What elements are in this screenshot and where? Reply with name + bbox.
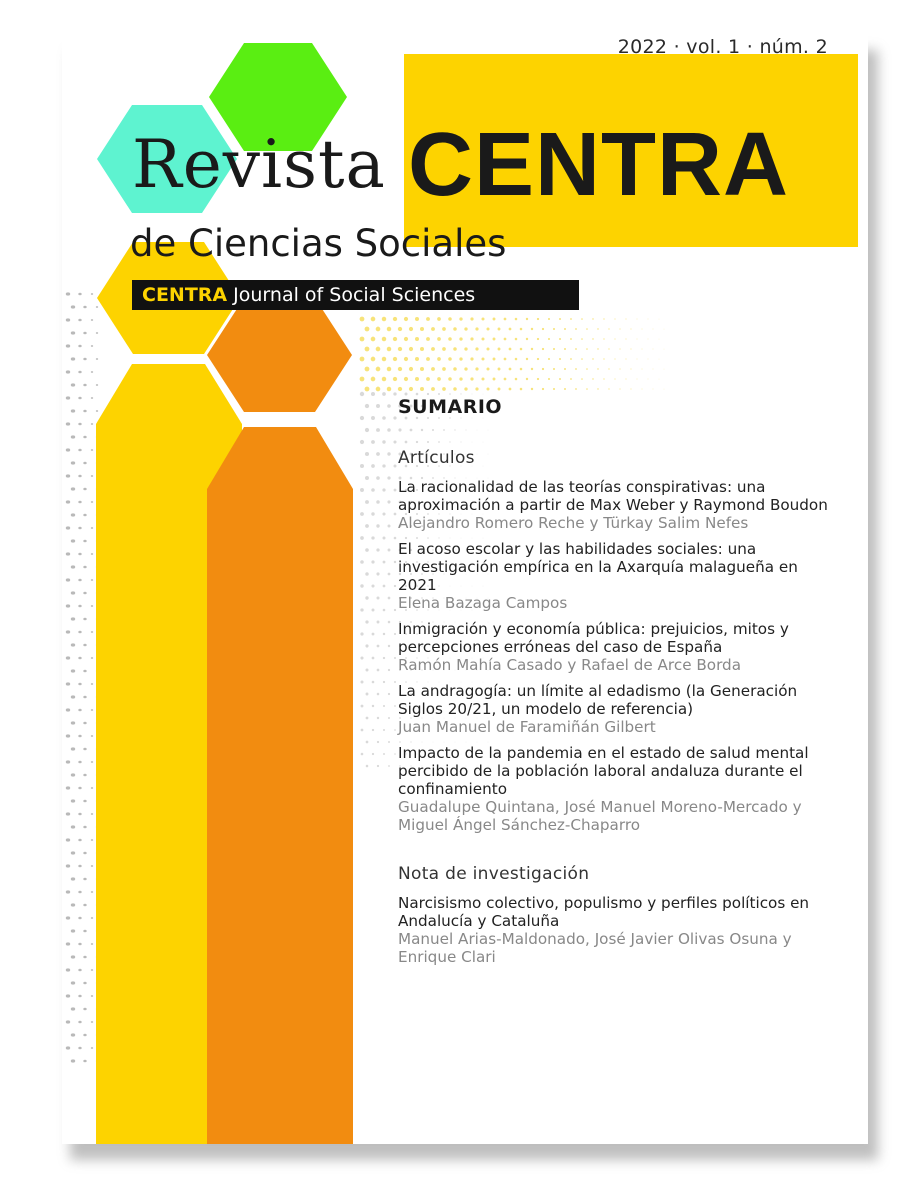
article-entry (398, 478, 828, 532)
article-title: Narcisismo colectivo, populismo y perfiles políticos en Andalucía y Cataluña (398, 894, 810, 930)
article-authors: Juan Manuel de Faramiñán Gilbert (398, 718, 656, 736)
journal-english-title (132, 280, 572, 310)
article-authors: Guadalupe Quintana, José Manuel Moreno-Mercado y Miguel Ángel Sánchez-Chaparro (398, 798, 802, 834)
title-subtitle: de Ciencias Sociales (130, 222, 507, 265)
title-centra: CENTRA (408, 115, 789, 215)
article-entry (398, 894, 828, 966)
cover-page (62, 34, 868, 1144)
article-authors: Elena Bazaga Campos (398, 594, 568, 612)
article-title: Inmigración y economía pública: prejuicios, mitos y percepciones erróneas del caso de España (398, 620, 789, 656)
sumario-heading: SUMARIO (398, 396, 503, 418)
article-authors: Manuel Arias-Maldonado, José Javier Olivas Osuna y Enrique Clari (398, 930, 792, 966)
table-of-contents (388, 396, 828, 974)
article-entry (398, 540, 828, 612)
article-title: La andragogía: un límite al edadismo (la Generación Siglos 20/21, un modelo de referencia) (398, 682, 798, 718)
article-title: El acoso escolar y las habilidades sociales: una investigación empírica en la Axarquía malagueña en 2021 (398, 540, 798, 594)
section-articulos (398, 448, 828, 834)
journal-english-brand: CENTRA (142, 284, 228, 306)
section-title: Nota de investigación (398, 864, 590, 884)
article-title: Impacto de la pandemia en el estado de salud mental percibido de la población laboral andaluza durante el confinamiento (398, 744, 809, 798)
article-entry (398, 682, 828, 736)
journal-english-rest: Journal of Social Sciences (227, 284, 476, 306)
article-title: La racionalidad de las teorías conspirativas: una aproximación a partir de Max Weber y Raymond Boudon (398, 478, 828, 514)
article-authors: Ramón Mahía Casado y Rafael de Arce Borda (398, 656, 742, 674)
article-entry (398, 620, 828, 674)
section-title: Artículos (398, 448, 475, 468)
issue-info: 2022 · vol. 1 · núm. 2 (617, 36, 828, 58)
article-authors: Alejandro Romero Reche y Türkay Salim Nefes (398, 514, 749, 532)
article-entry (398, 744, 828, 834)
title-revista: Revista (132, 126, 386, 203)
section-nota (398, 864, 828, 966)
orange-column (207, 427, 353, 1144)
